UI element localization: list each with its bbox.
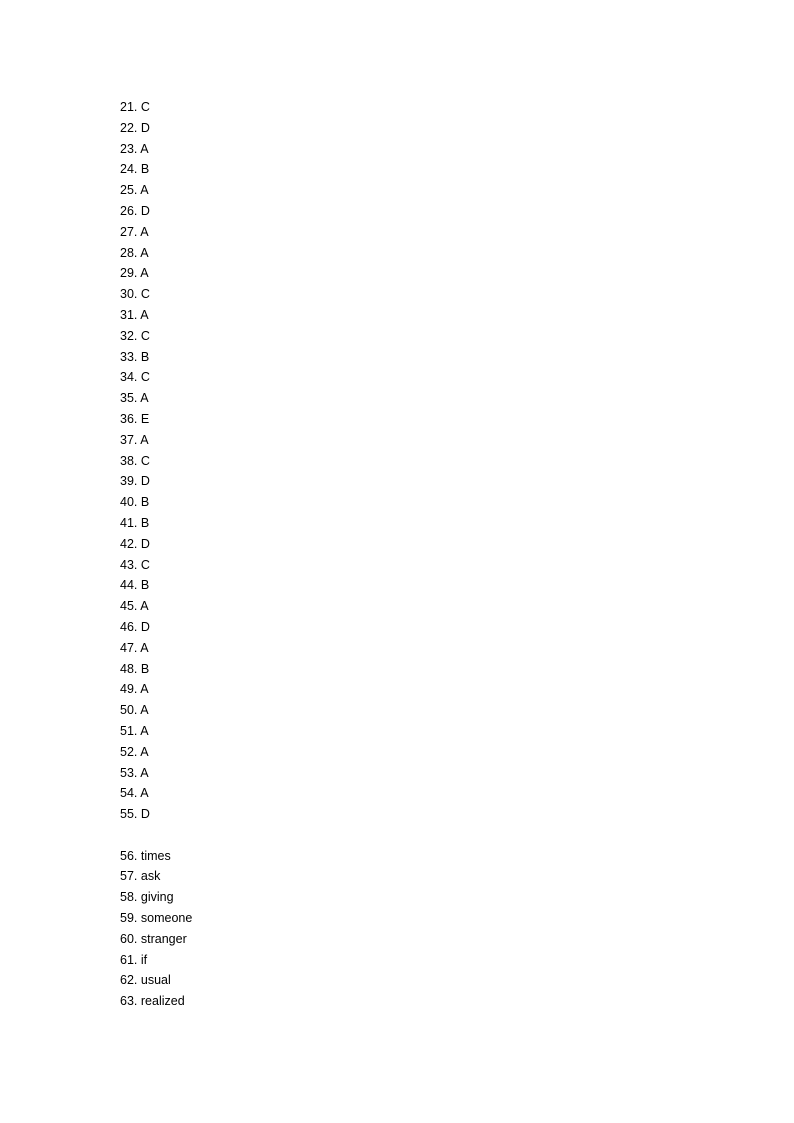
question-number: 46. (120, 619, 138, 634)
question-number: 57. (120, 869, 138, 884)
question-number: 43. (120, 557, 138, 572)
answer-line (120, 430, 192, 451)
answer-line (120, 555, 192, 576)
answer-text: A (140, 703, 149, 718)
question-number: 41. (120, 515, 138, 530)
answer-line (120, 638, 192, 659)
question-number: 30. (120, 287, 138, 302)
answer-text: B (140, 495, 150, 510)
question-number: 50. (120, 703, 138, 718)
question-number: 59. (120, 911, 138, 926)
answer-line (120, 139, 192, 160)
answer-line (120, 534, 192, 555)
answer-line (120, 783, 192, 804)
question-number: 26. (120, 203, 138, 218)
question-number: 44. (120, 578, 138, 593)
answer-text: D (140, 120, 150, 135)
answer-text: A (140, 599, 149, 614)
answer-line (120, 908, 192, 929)
question-number: 47. (120, 640, 138, 655)
question-number: 54. (120, 786, 138, 801)
answer-line (120, 97, 192, 118)
answer-text: C (140, 328, 150, 343)
question-number: 27. (120, 224, 138, 239)
question-number: 62. (120, 973, 138, 988)
answer-line (120, 866, 192, 887)
answer-line (120, 180, 192, 201)
answer-text: ask (140, 869, 161, 884)
question-number: 36. (120, 411, 138, 426)
answer-line (120, 596, 192, 617)
answer-text: B (140, 578, 150, 593)
answer-line (120, 575, 192, 596)
question-number: 22. (120, 120, 138, 135)
answer-line (120, 118, 192, 139)
answer-line (120, 284, 192, 305)
question-number: 37. (120, 432, 138, 447)
answer-line (120, 263, 192, 284)
question-number: 61. (120, 952, 138, 967)
question-number: 23. (120, 141, 138, 156)
question-number: 52. (120, 744, 138, 759)
answer-text: A (140, 245, 149, 260)
answer-text: times (140, 848, 171, 863)
answer-text: D (140, 807, 150, 822)
answer-text: A (140, 183, 149, 198)
question-number: 42. (120, 536, 138, 551)
answer-text: A (140, 266, 149, 281)
answer-text: C (140, 557, 150, 572)
answer-line (120, 388, 192, 409)
question-number: 25. (120, 183, 138, 198)
answer-line (120, 991, 192, 1012)
answer-line (120, 201, 192, 222)
answer-text: B (140, 162, 150, 177)
answer-text: A (140, 224, 149, 239)
answer-line (120, 950, 192, 971)
answer-text: A (140, 432, 149, 447)
answer-line (120, 513, 192, 534)
question-number: 55. (120, 807, 138, 822)
answer-line (120, 659, 192, 680)
answer-text: B (140, 515, 150, 530)
question-number: 40. (120, 495, 138, 510)
answer-text: A (140, 141, 149, 156)
answer-line (120, 679, 192, 700)
answer-line (120, 970, 192, 991)
answer-line (120, 846, 192, 867)
answer-line (120, 451, 192, 472)
answer-text: someone (140, 911, 193, 926)
question-number: 60. (120, 931, 138, 946)
answer-text: A (140, 391, 149, 406)
answer-text: A (140, 682, 149, 697)
question-number: 45. (120, 599, 138, 614)
answer-text: D (140, 536, 150, 551)
answer-text: A (140, 786, 149, 801)
question-number: 49. (120, 682, 138, 697)
answer-text: C (140, 370, 150, 385)
question-number: 24. (120, 162, 138, 177)
answer-text: usual (140, 973, 171, 988)
question-number: 53. (120, 765, 138, 780)
question-number: 51. (120, 723, 138, 738)
answer-text: D (140, 203, 150, 218)
answer-text: B (140, 661, 150, 676)
question-number: 21. (120, 100, 138, 114)
answer-text: A (140, 640, 149, 655)
answer-text: stranger (140, 931, 187, 946)
section-gap (120, 825, 192, 846)
question-number: 29. (120, 266, 138, 281)
answer-text: realized (140, 994, 185, 1009)
question-number: 63. (120, 994, 138, 1009)
answer-line (120, 887, 192, 908)
answer-line (120, 492, 192, 513)
answer-text: B (140, 349, 150, 364)
answer-text: D (140, 619, 150, 634)
answer-key-list (120, 97, 192, 1012)
answer-line (120, 721, 192, 742)
answer-text: A (140, 307, 149, 322)
question-number: 39. (120, 474, 138, 489)
answer-line (120, 700, 192, 721)
question-number: 38. (120, 453, 138, 468)
answer-line (120, 347, 192, 368)
answer-line (120, 929, 192, 950)
answer-text: A (140, 765, 149, 780)
question-number: 31. (120, 307, 138, 322)
question-number: 32. (120, 328, 138, 343)
answer-line (120, 804, 192, 825)
answer-text: D (140, 474, 150, 489)
question-number: 28. (120, 245, 138, 260)
answer-text: A (140, 723, 149, 738)
answer-line (120, 367, 192, 388)
answer-line (120, 409, 192, 430)
question-number: 34. (120, 370, 138, 385)
answer-text: C (140, 453, 150, 468)
answer-text: C (140, 100, 150, 114)
answer-line (120, 326, 192, 347)
answer-text: if (140, 952, 148, 967)
answer-line (120, 159, 192, 180)
answer-line (120, 617, 192, 638)
question-number: 48. (120, 661, 138, 676)
answer-text: E (140, 411, 150, 426)
answer-line (120, 243, 192, 264)
question-number: 58. (120, 890, 138, 905)
answer-line (120, 763, 192, 784)
answer-text: giving (140, 890, 174, 905)
answer-line (120, 471, 192, 492)
answer-line (120, 305, 192, 326)
answer-line (120, 742, 192, 763)
answer-text: C (140, 287, 150, 302)
answer-line (120, 222, 192, 243)
question-number: 56. (120, 848, 138, 863)
question-number: 33. (120, 349, 138, 364)
answer-text: A (140, 744, 149, 759)
question-number: 35. (120, 391, 138, 406)
